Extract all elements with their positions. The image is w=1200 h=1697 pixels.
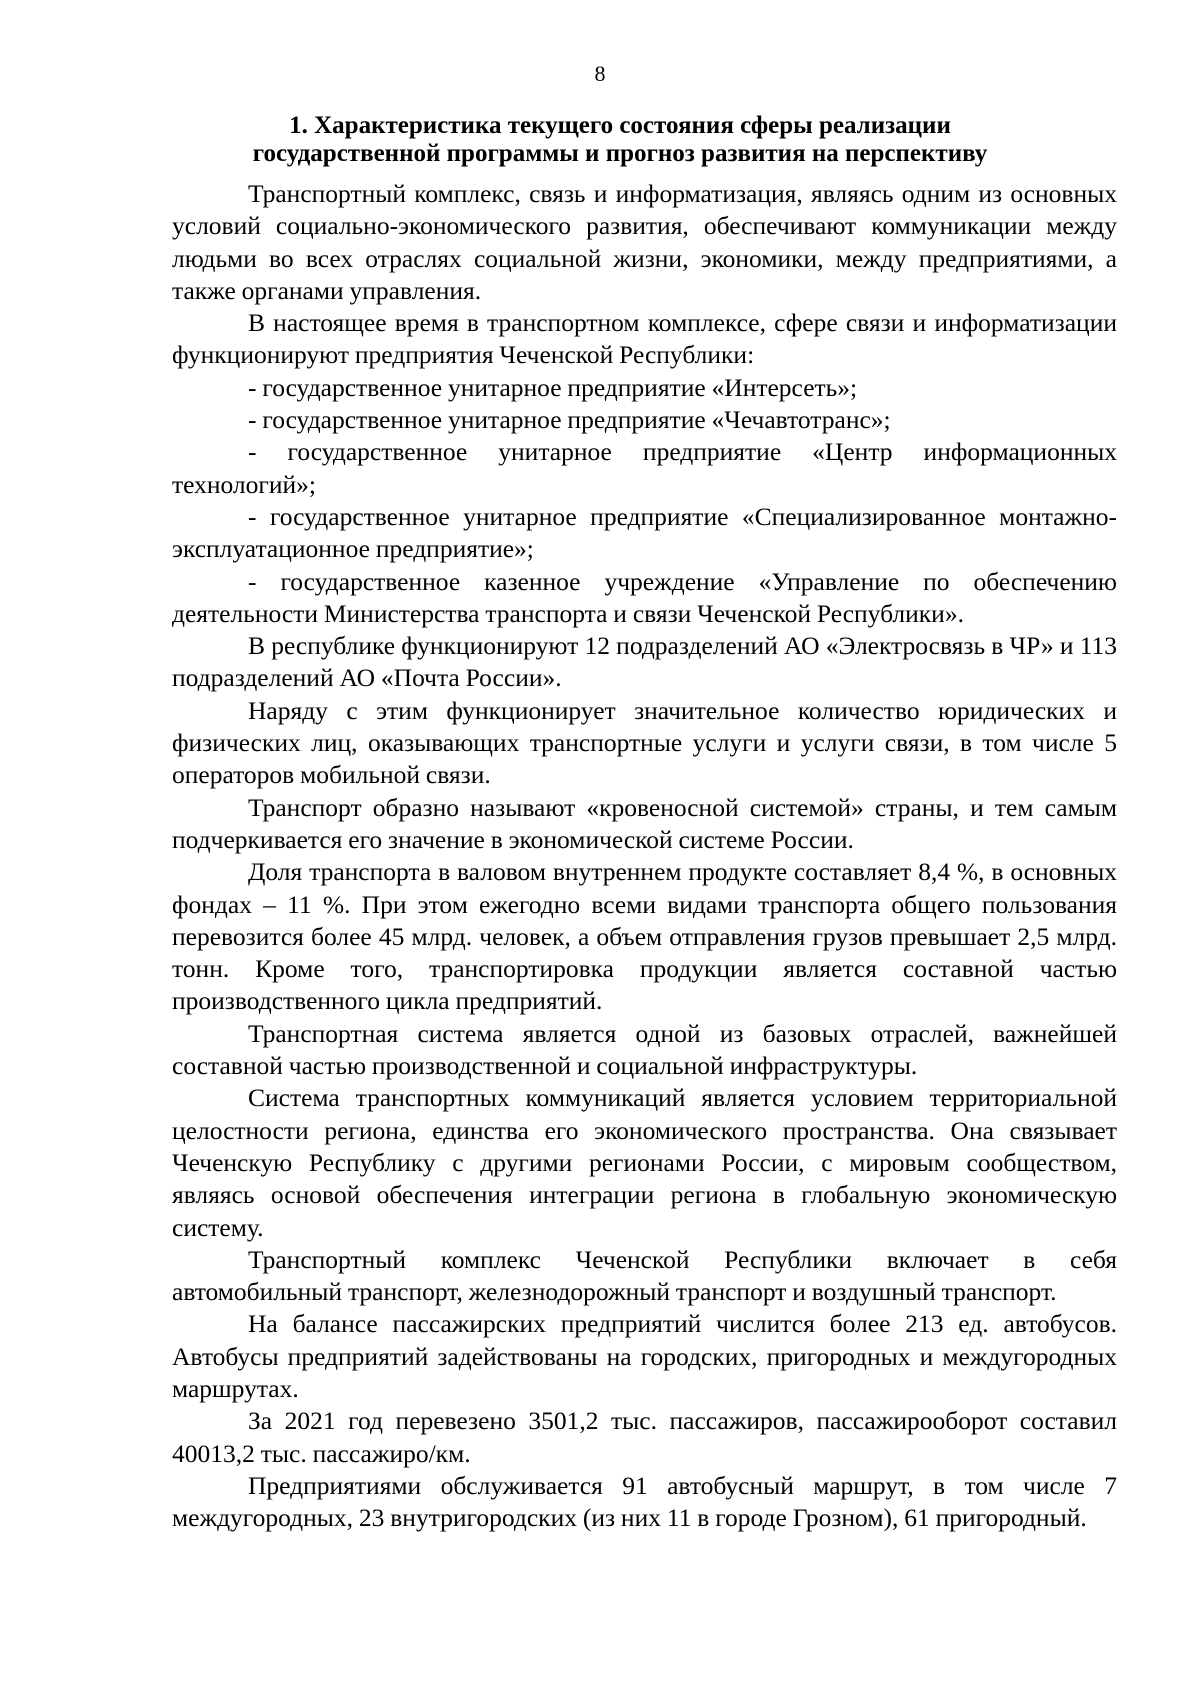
paragraph: Транспорт образно называют «кровеносной системой» страны, и тем самым подчеркивается его значение в экономической системе России. — [172, 792, 1117, 854]
paragraph: Предприятиями обслуживается 91 автобусный маршрут, в том числе 7 междугородных, 23 внутригородских (из них 11 в городе Грозном), 61 пригородный. — [172, 1470, 1117, 1533]
paragraph: Доля транспорта в валовом внутреннем продукте составляет 8,4 %, в основных фондах – 11 %. При этом ежегодно всеми видами транспорта общего пользования перевозится более 45 млрд. человек, а объем отправления грузов превышает 2,5 млрд. тонн. Кроме того, транспортировка продукции является составной частью производственного цикла предприятий. — [172, 857, 1117, 1016]
paragraph: Система транспортных коммуникаций является условием территориальной целостности региона, единства его экономического пространства. Она связывает Чеченскую Республику с другими регионами России, с мировым сообществом, являясь основой обеспечения интеграции региона в глобальную экономическую систему. — [172, 1083, 1117, 1242]
paragraph: В настоящее время в транспортном комплексе, сфере связи и информатизации функционируют предприятия Чеченской Республики: — [172, 308, 1117, 370]
paragraph: Транспортный комплекс Чеченской Республики включает в себя автомобильный транспорт, железнодорожный транспорт и воздушный транспорт. — [172, 1244, 1117, 1307]
page-number: 8 — [594, 61, 606, 86]
paragraph: Транспортная система является одной из базовых отраслей, важнейшей составной частью производственной и социальной инфраструктуры. — [172, 1018, 1117, 1081]
paragraph: Транспортный комплекс, связь и информатизация, являясь одним из основных условий социально-экономического развития, обеспечивают коммуникации между людьми во всех отраслях социальной жизни, экономики, между предприятиями, а также органами управления. — [172, 179, 1117, 305]
list-item: - государственное унитарное предприятие «Чечавтотранс»; — [248, 405, 891, 435]
list-item: - государственное казенное учреждение «Управление по обеспечению деятельности Министерства транспорта и связи Чеченской Республики». — [172, 566, 1117, 628]
list-item: - государственное унитарное предприятие «Специализированное монтажно-эксплуатационное предприятие»; — [172, 501, 1117, 564]
section-heading-line-1: 1. Характеристика текущего состояния сферы реализации — [289, 112, 951, 139]
paragraph: Наряду с этим функционирует значительное количество юридических и физических лиц, оказывающих транспортные услуги и услуги связи, в том числе 5 операторов мобильной связи. — [172, 695, 1117, 790]
list-item: - государственное унитарное предприятие «Интерсеть»; — [248, 372, 858, 402]
paragraph: На балансе пассажирских предприятий числится более 213 ед. автобусов. Автобусы предприятий задействованы на городских, пригородных и междугородных маршрутах. — [172, 1309, 1117, 1403]
section-heading-line-2: государственной программы и прогноз развития на перспективу — [252, 140, 988, 167]
paragraph: За 2021 год перевезено 3501,2 тыс. пассажиров, пассажирооборот составил 40013,2 тыс. пассажиро/км. — [172, 1406, 1117, 1468]
paragraph: В республике функционируют 12 подразделений АО «Электросвязь в ЧР» и 113 подразделений АО «Почта России». — [172, 631, 1117, 693]
body-text — [172, 178, 1117, 1534]
list-item: - государственное унитарное предприятие «Центр информационных технологий»; — [172, 437, 1117, 499]
section-heading — [160, 112, 1080, 168]
